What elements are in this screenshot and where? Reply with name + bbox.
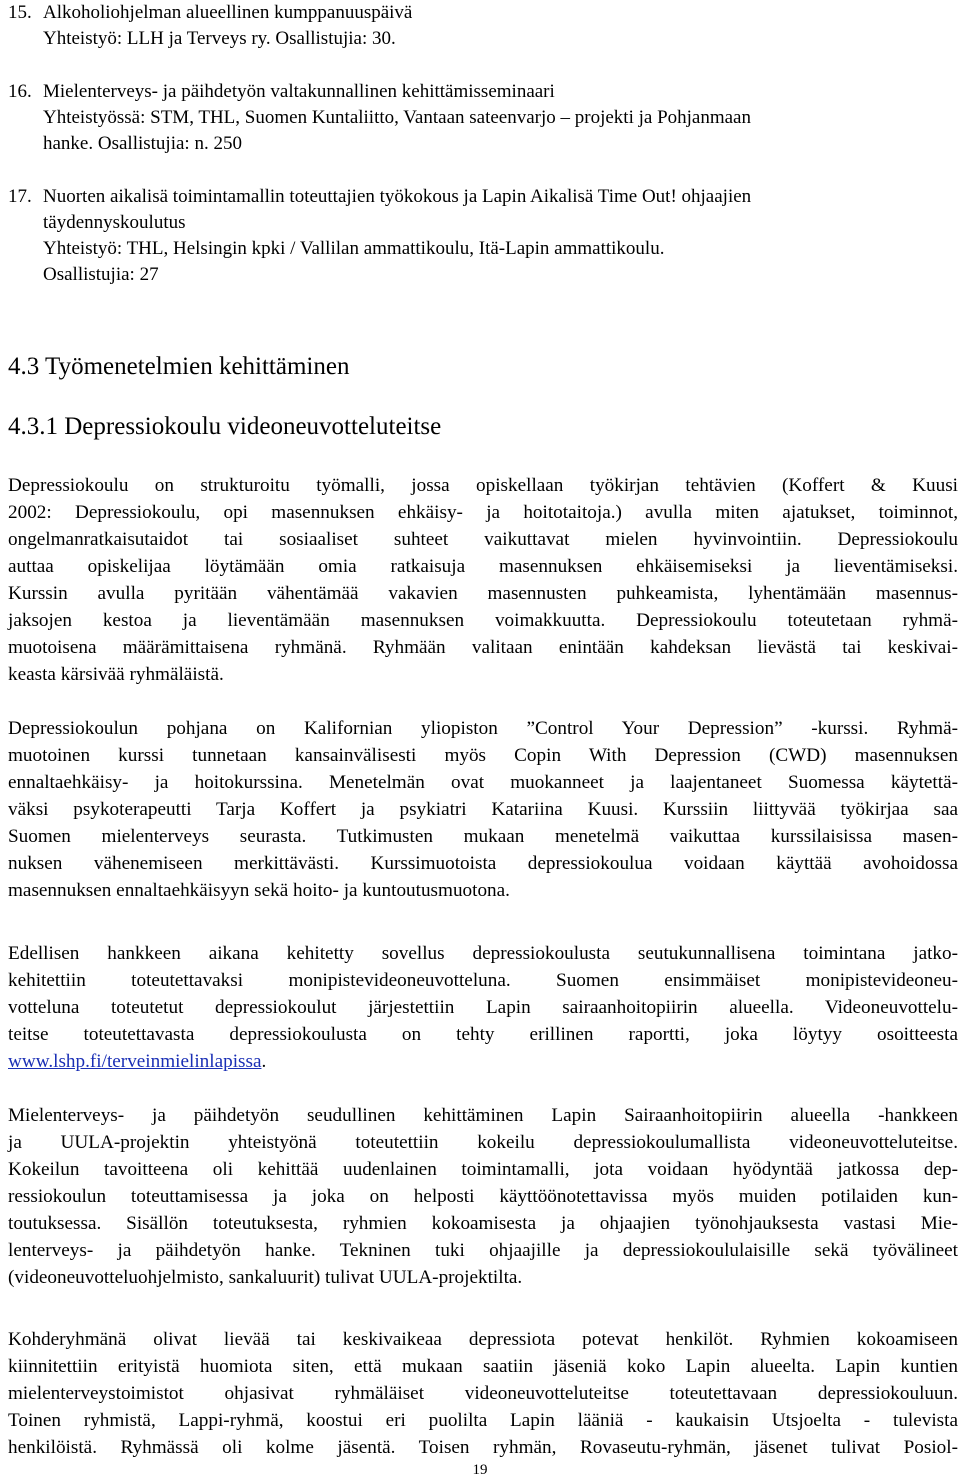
section-heading: 4.3 Työmenetelmien kehittäminen (8, 353, 350, 380)
paragraph-line: muotoinen kurssi tunnetaan kansainvälisesti myös Copin With Depression (CWD) masennuksen (8, 745, 958, 766)
link-suffix: . (261, 1051, 267, 1072)
paragraph-line: Kokeilun tavoitteena oli kehittää uudenlainen toimintamalli, jota voidaan hyödyntää jatkossa dep- (8, 1159, 958, 1180)
list-item (8, 184, 958, 288)
page-number: 19 (472, 1462, 488, 1478)
paragraph-line: kiinnitettiin erityistä huomiota siten, että mukaan saatiin jäseniä koko Lapin alueelta. Lapin kuntien (8, 1356, 958, 1377)
paragraph-line: Edellisen hankkeen aikana kehitetty sovellus depressiokoulusta seutukunnallisena toimintana jatko- (8, 943, 958, 964)
list-text: hanke. Osallistujia: n. 250 (43, 133, 242, 154)
paragraph-line: ressiokoulun toteuttamisessa ja joka on helposti käyttöönotettavissa myös muiden potilaiden kun- (8, 1186, 958, 1207)
list-item (8, 0, 958, 52)
paragraph-line: keasta kärsivää ryhmäläistä. (8, 664, 224, 685)
subsection-heading: 4.3.1 Depressiokoulu videoneuvotteluteitse (8, 413, 442, 440)
list-number: 16. (8, 81, 32, 102)
paragraph (8, 1102, 958, 1291)
paragraph (8, 1326, 958, 1461)
paragraph-line: Suomen mielenterveys seurasta. Tutkimusten mukaan menetelmä vaikuttaa kurssilaisissa masen- (8, 826, 958, 847)
paragraph (8, 940, 958, 1075)
paragraph-line: Toinen ryhmistä, Lappi-ryhmä, koostui eri puolilta Lapin lääniä - kaukaisin Utsjoelta - tulevista (8, 1410, 958, 1431)
paragraph-line: Mielenterveys- ja päihdetyön seudullinen kehittäminen Lapin Sairaanhoitopiirin alueella -hankkeen (8, 1105, 958, 1126)
paragraph (8, 715, 958, 904)
paragraph (8, 472, 958, 688)
list-text: Osallistujia: 27 (43, 264, 159, 285)
report-link[interactable]: www.lshp.fi/terveinmielinlapissa (8, 1051, 262, 1072)
paragraph-line: teitse toteutettavasta depressiokoulusta on tehty erillinen raportti, joka löytyy osoitteesta (8, 1024, 958, 1045)
paragraph-line: mielenterveystoimistot ohjasivat ryhmäläiset videoneuvotteluteitse toteutettavaan depressiokouluun. (8, 1383, 958, 1404)
paragraph-line: lenterveys- ja päihdetyön hanke. Tekninen tuki ohjaajille ja depressiokoululaisille sekä työvälineet (8, 1240, 958, 1261)
paragraph-line: masennuksen ennaltaehkäisyyn sekä hoito- ja kuntoutusmuotona. (8, 880, 510, 901)
list-text: Nuorten aikalisä toimintamallin toteuttajien työkokous ja Lapin Aikalisä Time Out! ohjaajien (43, 186, 752, 207)
list-number: 15. (8, 2, 32, 23)
list-item (8, 79, 958, 157)
paragraph-line (8, 1048, 958, 1075)
paragraph-line: väksi psykoterapeutti Tarja Koffert ja psykiatri Katariina Kuusi. Kurssiin liittyvää työkirjaa saa (8, 799, 958, 820)
paragraph-line: (videoneuvotteluohjelmisto, sankaluurit) tulivat UULA-projektilta. (8, 1267, 523, 1288)
paragraph-line: jaksojen kestoa ja lieventämään masennuksen voimakkuutta. Depressiokoulu toteutetaan ryhmä- (8, 610, 958, 631)
paragraph-line: ja UULA-projektin yhteistyönä toteutettiin kokeilu depressiokoulumallista videoneuvotteluteitse. (8, 1132, 958, 1153)
numbered-list (8, 0, 958, 288)
paragraph-line: ennaltaehkäisy- ja hoitokurssina. Menetelmän ovat muokanneet ja laajentaneet Suomessa käytettä- (8, 772, 958, 793)
paragraph-line: Kohderyhmänä olivat lievää tai keskivaikeaa depressiota potevat henkilöt. Ryhmien kokoamiseen (8, 1329, 958, 1350)
paragraph-line: kehitettiin toteutettavaksi monipistevideoneuvotteluna. Suomen ensimmäiset monipistevideoneu- (8, 970, 958, 991)
list-number: 17. (8, 186, 32, 207)
list-text: täydennyskoulutus (43, 212, 186, 233)
paragraph-line: henkilöistä. Ryhmässä oli kolme jäsentä. Toisen ryhmän, Rovaseutu-ryhmän, jäsenet tulivat Posiol- (8, 1437, 958, 1458)
paragraph-line: votteluna toteutetut depressiokoulut järjestettiin Lapin sairaanhoitopiirin alueella. Videoneuvottelu- (8, 997, 958, 1018)
paragraph-line: toutuksessa. Sisällön toteutuksesta, ryhmien kokoamisesta ja ohjaajien työnohjauksesta vastasi Mie- (8, 1213, 958, 1234)
paragraph-line: Depressiokoulu on strukturoitu työmalli, jossa opiskellaan työkirjan tehtävien (Koffert & Kuusi (8, 475, 958, 496)
list-text: Yhteistyössä: STM, THL, Suomen Kuntaliitto, Vantaan sateenvarjo – projekti ja Pohjanmaan (43, 107, 751, 128)
paragraph-line: 2002: Depressiokoulu, opi masennuksen ehkäisy- ja hoitotaitoja.) avulla miten ajatukset, toiminnot, (8, 502, 958, 523)
paragraph-line: Depressiokoulun pohjana on Kalifornian yliopiston ”Control Your Depression” -kurssi. Ryhmä- (8, 718, 958, 739)
paragraph-line: muotoisena määrämittaisena ryhmänä. Ryhmään valitaan enintään kahdeksan lievästä tai keskivai- (8, 637, 958, 658)
list-text: Alkoholiohjelman alueellinen kumppanuuspäivä (43, 2, 413, 23)
paragraph-line: nuksen vähenemiseen merkittävästi. Kurssimuotoista depressiokoulua voidaan käyttää avohoidossa (8, 853, 958, 874)
paragraph-line: auttaa opiskelijaa löytämään omia ratkaisuja masennuksen ehkäisemiseksi ja lieventämiseksi. (8, 556, 958, 577)
paragraph-line: Kurssin avulla pyritään vähentämää vakavien masennusten puhkeamista, lyhentämään masennus- (8, 583, 958, 604)
list-text: Yhteistyö: THL, Helsingin kpki / Vallilan ammattikoulu, Itä-Lapin ammattikoulu. (43, 238, 665, 259)
paragraph-line: ongelmanratkaisutaidot tai sosiaaliset suhteet vaikuttavat mielen hyvinvointiin. Depressiokoulu (8, 529, 958, 550)
list-text: Mielenterveys- ja päihdetyön valtakunnallinen kehittämisseminaari (43, 81, 555, 102)
list-text: Yhteistyö: LLH ja Terveys ry. Osallistujia: 30. (43, 28, 396, 49)
